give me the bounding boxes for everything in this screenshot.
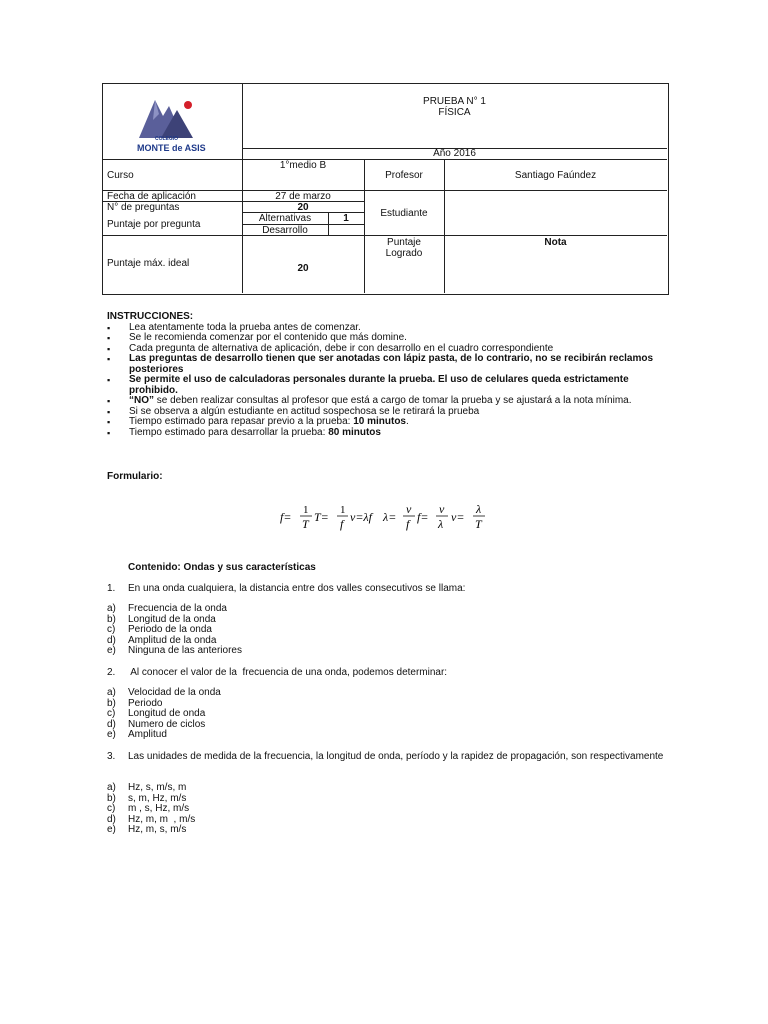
svg-text:v: v [406,502,412,516]
questions-value: 20 [297,202,309,213]
course-label: Curso [107,170,134,181]
option-b[interactable]: b) s, m, Hz, m/s [107,792,187,804]
formulario-title: Formulario: [107,471,163,482]
svg-text:f=: f= [280,510,292,524]
max-score-label: Puntaje máx. ideal [107,258,190,269]
question-text: En una onda cualquiera, la distancia entre dos valles consecutivos se llama: [128,583,466,594]
year-label: Año 2016 [433,148,476,159]
svg-text:1: 1 [340,504,346,516]
option-d[interactable]: d) Hz, m, m , m/s [107,813,196,825]
instructions-title: INSTRUCCIONES: [107,311,194,322]
question-text: Al conocer el valor de la frecuencia de una onda, podemos determinar: [128,667,448,678]
option-e[interactable]: e) Hz, m, s, m/s [107,824,187,836]
question-1-options [107,604,242,657]
content-title: Contenido: Ondas y sus características [128,562,316,573]
achieved-label-1: Puntaje [387,237,421,248]
option-a[interactable]: a) Hz, s, m/s, m [107,782,187,793]
question-text: Las unidades de medida de la frecuencia, la longitud de onda, período y la rapidez de propagación, son respectivamente [128,751,664,762]
option-c[interactable]: c) Longitud de onda [107,708,206,720]
date-value: 27 de marzo [275,191,331,202]
svg-text:λ: λ [476,502,482,516]
subject-title: FÍSICA [438,107,471,118]
questions-label: N° de preguntas [107,202,180,213]
question-2-options [107,688,221,741]
school-logo [133,90,219,160]
teacher-value: Santiago Faúndez [514,170,597,181]
instruction-item: ▪ Se permite el uso de calculadoras personales durante la prueba. El uso de celulares queda estrictamente prohibido. [107,375,667,396]
svg-text:T: T [302,517,309,531]
alternatives-label: Alternativas [258,213,312,224]
svg-text:λ=: λ= [383,510,397,524]
wave-formulas [278,500,508,536]
student-field[interactable] [445,192,666,234]
question-3-options [107,783,195,836]
instruction-item: ▪ Se le recomienda comenzar por el contenido que más domine. [107,333,667,344]
svg-text:v: v [439,502,445,516]
option-d[interactable]: d) Numero de ciclos [107,718,206,730]
svg-text:T: T [475,517,482,531]
course-value: 1°medio B [279,160,327,171]
instruction-item: ▪ Tiempo estimado para desarrollar la prueba: 80 minutos [107,428,667,439]
option-b[interactable]: b) Periodo [107,697,163,709]
option-e[interactable]: e) Ninguna de las anteriores [107,645,242,657]
svg-text:f: f [406,517,410,531]
logo-text: MONTE de ASIS [137,143,206,153]
teacher-label: Profesor [385,170,423,181]
option-b[interactable]: b) Longitud de la onda [107,613,216,625]
question-1: 1. En una onda cualquiera, la distancia entre dos valles consecutivos se llama: [107,584,667,595]
svg-text:v=λf: v=λf [350,510,372,524]
svg-text:v=: v= [451,510,465,524]
svg-text:1: 1 [303,504,309,516]
question-2: 2. Al conocer el valor de la frecuencia de una onda, podemos determinar: [107,668,667,679]
alternatives-value: 1 [343,213,349,224]
instruction-item: ▪ Las preguntas de desarrollo tienen que ser anotadas con lápiz pasta, de lo contrario, no se recibirán reclamos posteriores [107,354,667,375]
development-label: Desarrollo [262,225,308,236]
svg-text:f=: f= [417,510,429,524]
score-per-question-label: Puntaje por pregunta [107,219,201,230]
test-title: PRUEBA N° 1 [423,96,486,107]
svg-text:λ: λ [438,517,444,531]
date-label: Fecha de aplicación [107,191,196,202]
instructions-section [107,312,667,438]
question-3: 3. Las unidades de medida de la frecuencia, la longitud de onda, período y la rapidez de propagación, son respectivamente [107,752,667,763]
instruction-item: ▪ Lea atentamente toda la prueba antes de comenzar. [107,323,667,334]
svg-text:T=: T= [314,510,329,524]
instruction-item: ▪ Si se observa a algún estudiante en actitud sospechosa se le retirará la prueba [107,407,667,418]
max-score-value: 20 [297,263,309,274]
instructions-list [107,323,667,439]
achieved-label-2: Logrado [385,248,423,259]
option-d[interactable]: d) Amplitud de la onda [107,634,217,646]
logo-subtext: COLEGIO [155,136,179,142]
student-label: Estudiante [380,208,428,219]
option-c[interactable]: c) Periodo de la onda [107,624,212,636]
option-c[interactable]: c) m , s, Hz, m/s [107,803,190,815]
grade-label: Nota [544,237,567,248]
option-a[interactable]: a) Velocidad de la onda [107,687,221,698]
instruction-item: ▪ Tiempo estimado para repasar previo a la prueba: 10 minutos. [107,417,667,428]
option-e[interactable]: e) Amplitud [107,729,167,741]
header-table [102,83,669,295]
instruction-item: ▪ Cada pregunta de alternativa de aplicación, debe ir con desarrollo en el cuadro correspondiente [107,344,667,355]
instruction-item: ▪ “NO” se deben realizar consultas al profesor que está a cargo de tomar la prueba y se ajustará a la nota mínima. [107,396,667,407]
option-a[interactable]: a) Frecuencia de la onda [107,603,227,614]
svg-text:f: f [340,517,344,531]
